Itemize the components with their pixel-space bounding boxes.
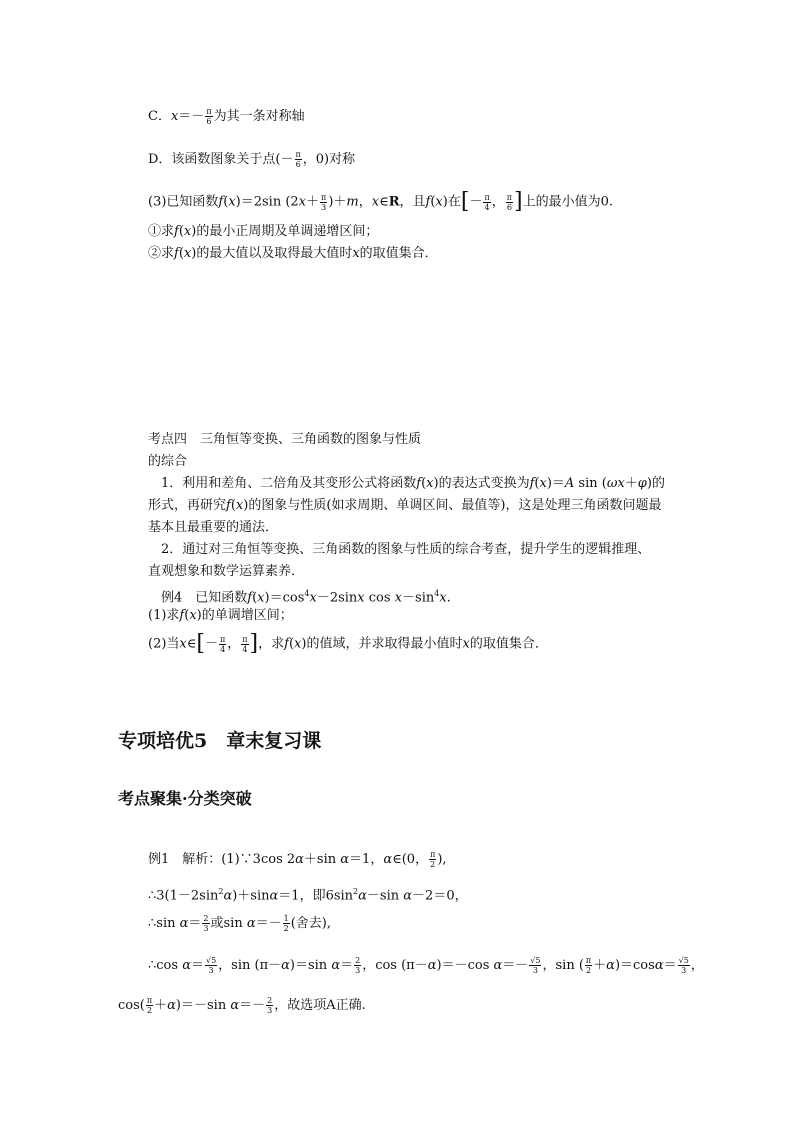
intro-1-line-1: 1．利用和差角、二倍角及其变形公式将函数f(x)的表达式变换为f(x)＝A sin (ωx＋φ)的 bbox=[148, 476, 665, 491]
question-3: (3)已知函数f(x)＝2sin (2x＋ $\frac{\pi}{3}$ )＋m，x∈R，且f(x)在[－ $\frac{\pi}{4}$ ， $\frac{\pi}{6}$ ]上的最小值为0. bbox=[148, 189, 613, 214]
example-4-part-2: (2)当x∈[－ $\frac{\pi}{4}$ ， $\frac{\pi}{4}$ ]，求f(x)的值域，并求取得最小值时x的取值集合． bbox=[148, 631, 548, 656]
chapter-title: 专项培优5 章末复习课 bbox=[118, 730, 322, 752]
intro-1-line-2: 形式，再研究f(x)的图象与性质(如求周期、单调区间、最值等)，这是处理三角函数问题最 bbox=[148, 498, 662, 513]
intro-2-line-2: 直观想象和数学运算素养． bbox=[148, 564, 305, 579]
intro-1-line-3: 基本且最重要的通法． bbox=[148, 520, 279, 535]
option-c: C．x＝－ $\frac{\pi}{6}$ 为其一条对称轴 bbox=[148, 107, 305, 126]
example-4: 例4 已知函数$f(x)=\cos^4x-2\sin x$ $\cos x-\sin^4x$. bbox=[148, 589, 451, 606]
intro-2-line-1: 2．通过对三角恒等变换、三角函数的图象与性质的综合考查，提升学生的逻辑推理、 bbox=[148, 542, 651, 557]
solution-line-1: 例1 解析：(1)∵3cos 2α＋sin α＝1，α∈(0， $\frac{\pi}{2}$ ), bbox=[148, 850, 447, 869]
solution-line-3: ∴sin α＝ $\frac{2}{3}$ 或sin α＝－ $\frac{1}{2}$ (舍去), bbox=[148, 914, 332, 933]
question-3-part-1: ①求f(x)的最小正周期及单调递增区间； bbox=[148, 224, 379, 239]
solution-line-2: $\therefore 3(1-2\sin^2\alpha)+\sin\alpha=1$，即$6\sin^2\alpha-\sin$ α－2＝0， bbox=[148, 887, 468, 904]
section-subtitle: 考点聚集·分类突破 bbox=[118, 789, 252, 808]
section-heading-4: 考点四 三角恒等变换、三角函数的图象与性质 bbox=[148, 432, 422, 447]
section-heading-4-cont: 的综合 bbox=[148, 454, 188, 469]
solution-line-4: ∴cos α＝ $\frac{√5}{3}$ ，sin (π－α)＝sin α＝ $\frac{2}{3}$ ，cos (π－α)＝－cos α＝－ $\frac{√5}{3}$ ，sin ( $\frac{\pi}{2}$ ＋α)＝cosα＝ $\frac{√5}{3}$ ， bbox=[148, 956, 704, 975]
option-d: D．该函数图象关于点(－ $\frac{\pi}{6}$ ，0)对称 bbox=[148, 150, 356, 169]
solution-line-5: cos( $\frac{\pi}{2}$ ＋α)＝－sin α＝－ $\frac{2}{3}$ ，故选项A正确. bbox=[118, 996, 366, 1015]
question-3-part-2: ②求f(x)的最大值以及取得最大值时x的取值集合． bbox=[148, 246, 438, 261]
example-4-part-1: (1)求f(x)的单调增区间； bbox=[148, 608, 293, 623]
